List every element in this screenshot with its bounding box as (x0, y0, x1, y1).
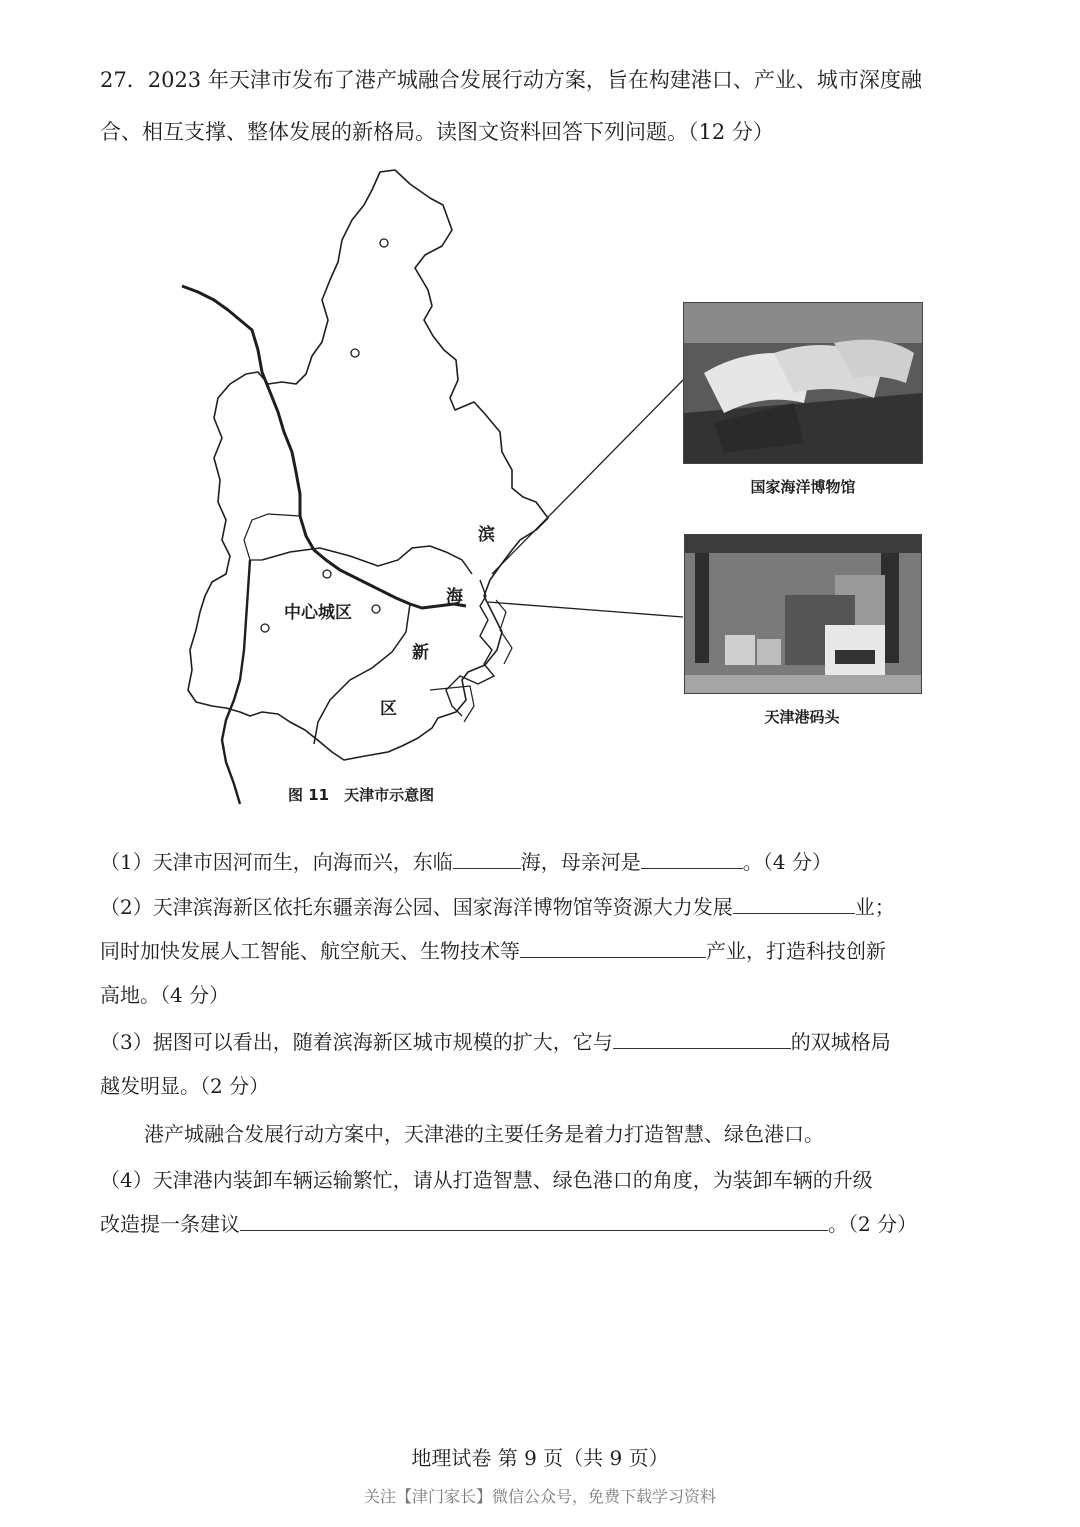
town-marker (380, 239, 388, 247)
q3-text-c: 越发明显。（2 分） (100, 1074, 270, 1098)
q1-text-b: 海，母亲河是 (520, 850, 641, 874)
q3-text-b: 的双城格局 (790, 1030, 891, 1054)
label-bin: 滨 (478, 525, 495, 545)
q1-text-a: （1）天津市因河而生，向海而兴，东临 (100, 850, 453, 874)
q2-blank-industry-1[interactable] (733, 891, 855, 914)
q3-blank-city[interactable] (613, 1026, 791, 1049)
q2-text-b: 业； (854, 895, 895, 919)
watermark-text: 关注【津门家长】微信公众号，免费下载学习资料 (363, 1487, 716, 1506)
museum-photo-image (684, 303, 922, 463)
q4-text-c: 。（2 分） (828, 1212, 918, 1236)
sub-question-3 (100, 1020, 1000, 1108)
q2-text-e: 高地。（4 分） (100, 983, 230, 1007)
town-marker (261, 624, 269, 632)
q2-text-d: 产业，打造科技创新 (706, 939, 886, 963)
question-line-1: 27．2023 年天津市发布了港产城融合发展行动方案，旨在构建港口、产业、城市深度融 (100, 68, 922, 92)
q4-text-a: （4）天津港内装卸车辆运输繁忙，请从打造智慧、绿色港口的角度，为装卸车辆的升级 (100, 1168, 873, 1192)
q1-blank-river[interactable] (641, 846, 743, 869)
page-number: 地理试卷 第 9 页（共 9 页） (411, 1446, 669, 1470)
question-stem (100, 54, 1000, 158)
q4-blank-suggestion[interactable] (240, 1208, 828, 1231)
q2-blank-industry-2[interactable] (520, 935, 706, 958)
tianjin-map (150, 160, 710, 840)
map-caption: 图 11 天津市示意图 (288, 786, 435, 804)
label-hai: 海 (446, 587, 463, 607)
q2-text-a: （2）天津滨海新区依托东疆亲海公园、国家海洋博物馆等资源大力发展 (100, 895, 733, 919)
sub-question-2 (100, 885, 1000, 1017)
material-note: 港产城融合发展行动方案中，天津港的主要任务是着力打造智慧、绿色港口。 (144, 1122, 824, 1146)
question-line-2: 合、相互支撑、整体发展的新格局。读图文资料回答下列问题。（12 分） (100, 120, 774, 144)
map-drawing (150, 160, 710, 840)
sub-question-4 (100, 1158, 1000, 1246)
town-marker (323, 570, 331, 578)
port-photo-image (685, 535, 921, 693)
museum-caption: 国家海洋博物馆 (750, 478, 856, 496)
label-central-district: 中心城区 (284, 603, 352, 623)
leader-line-museum (492, 380, 683, 574)
leader-line-port (488, 602, 683, 617)
town-marker (351, 349, 359, 357)
q2-text-c: 同时加快发展人工智能、航空航天、生物技术等 (100, 939, 520, 963)
label-qu: 区 (380, 699, 397, 719)
q4-text-b: 改造提一条建议 (100, 1212, 240, 1236)
town-marker (372, 605, 380, 613)
label-xin: 新 (412, 643, 429, 663)
q1-blank-sea[interactable] (453, 846, 521, 869)
port-caption: 天津港码头 (764, 708, 840, 726)
port-photo (684, 534, 922, 694)
q3-text-a: （3）据图可以看出，随着滨海新区城市规模的扩大，它与 (100, 1030, 613, 1054)
museum-photo (683, 302, 923, 464)
sub-question-1 (100, 840, 1000, 884)
q1-text-c: 。（4 分） (742, 850, 832, 874)
